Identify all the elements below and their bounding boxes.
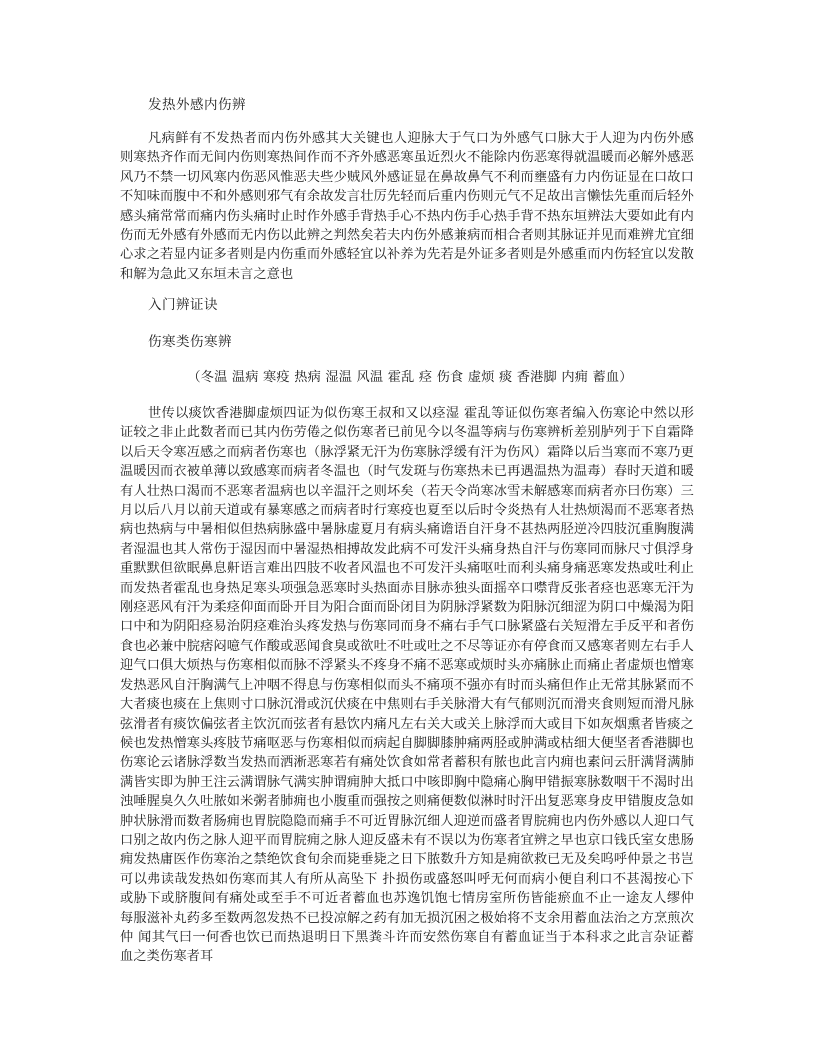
section-heading-fever-differentiation: 发热外感内伤辨: [148, 97, 246, 113]
section-heading-cold-damage: 伤寒类伤寒辨: [148, 334, 232, 350]
paragraph-cold-damage: 世传以痰饮香港脚虚烦四证为似伤寒王叔和又以痉湿 霍乱等证似伤寒者编入伤寒论中然以形证较之非止此数者而已其内伤劳倦之似伤寒者已前见今以冬温等病与伤寒辨析差别胪列于下自霜降以后天令寒冱感之而病者伤寒也（脉浮紧无汗为伤寒脉浮缓有汗为伤风）霜降以后当寒而不寒乃更温暖因而衣被单薄以致感寒而病者冬温也（时气发斑与伤寒热未已再遇温热为温毒）春时天道和暖有人壮热口渴而不恶寒者温病也以辛温汗之则坏矣（若天令尚寒冰雪未解感寒而病者亦曰伤寒）三月以后八月以前天道或有暴寒感之而病者时行寒疫也夏至以后时令炎热有人壮热烦渴而不恶寒者热病也热病与中暑相似但热病脉盛中暑脉虚夏月有病头痛谵语自汗身不甚热两胫逆冷四肢沉重胸腹满者湿温也其人常伤于湿因而中暑湿热相搏故发此病不可发汗头痛身热自汗与伤寒同而脉尺寸俱浮身重默默但欲眠鼻息鼾语言难出四肢不收者风温也不可发汗头痛呕吐而利头痛身痛恶寒发热或吐利止而发热者霍乱也身热足寒头项强急恶寒时头热面赤目脉赤独头面摇卒口噤背反张者痉也恶寒无汗为刚痉恶风有汗为柔痉仰面而卧开目为阳合面而卧闭目为阴脉浮紧数为阳脉沉细涩为阴口中燥渴为阳口中和为阴阳痉易治阴痉难治头疼发热与伤寒同而身不痛右手气口脉紧盛右关短滑左手反平和者伤食也必兼中脘痞闷噫气作酸或恶闻食臭或欲吐不吐或吐之不尽等证亦有停食而又感寒者则左右手人迎气口俱大烦热与伤寒相似而脉不浮紧头不疼身不痛不恶寒或烦时头亦痛脉止而痛止者虚烦也憎寒发热恶风自汗胸满气上冲咽不得息与伤寒相似而头不痛项不强亦有时而头痛但作止无常其脉紧而不大者痰也痰在上焦则寸口脉沉滑或沉伏痰在中焦则右手关脉滑大有气郁则沉而滑夹食则短而滑凡脉弦滑者有痰饮偏弦者主饮沉而弦者有悬饮内痛凡左右关大或关上脉浮而大或目下如灰烟熏者皆痰之候也发热憎寒头疼肢节痛呕恶与伤寒相似而病起自脚脚膝肿痛两胫或肿满或枯细大便坚者香港脚也伤寒论云诸脉浮数当发热而洒淅恶寒若有痛处饮食如常者蓄积有脓也此言内痈也素问云肝满肾满肺满皆实即为肿王注云满谓脉气满实肿谓痈肿大抵口中咳即胸中隐痛心胸甲错振寒脉数咽干不渴时出浊唾腥臭久久吐脓如米粥者肺痈也小腹重而强按之则痛便数似淋时时汗出复恶寒身皮甲错腹皮急如肿状脉滑而数者肠痈也胃脘隐隐而痛手不可近胃脉沉细人迎逆而盛者胃脘痈也内伤外感以人迎口气口别之故内伤之脉人迎平而胃脘痈之脉人迎反盛未有不误以为伤寒者宜辨之早也京口钱氏室女患肠痈发热庸医作伤寒治之禁绝饮食旬余而毙垂毙之日下脓数升方知是痈欲救已无及矣呜呼仲景之书岂可以弗读哉发热如伤寒而其人有所从高坠下 扑损伤或盛怒叫呼无何而病小便自利口不甚渴按心下或胁下或脐腹间有痛处或至手不可近者蓄血也苏逸饥饱七情房室所伤皆能瘀血不止一途友人缪仲 每服滋补丸药多至数两忽发热不已投凉解之药有加无损沉困之极始将不支余用蓄血法治之方烹煎次仲 闻其气曰一何香也饮已而热退明日下黑粪斗许而安然伤寒自有蓄血证当于本科求之此言杂证蓄血之类伤寒者耳: [120, 406, 694, 965]
disease-list: （冬温 温病 寒疫 热病 湿温 风温 霍乱 痉 伤食 虚烦 痰 香港脚 内痈 蓄血）: [187, 370, 633, 385]
paragraph-fever-differentiation: 凡病鲜有不发热者而内伤外感其大关键也人迎脉大于气口为外感气口脉大于人迎为内伤外感则寒热齐作而无间内伤则寒热间作而不齐外感恶寒虽近烈火不能除内伤恶寒得就温暖而必解外感恶风乃不禁一切风寒内伤恶风惟恶夫些少贼风外感证显在鼻故鼻气不利而壅盛有力内伤证显在口故口不知味而腹中不和外感则邪气有余故发言壮厉先轻而后重内伤则元气不足故出言懒怯先重而后轻外感头痛常常而痛内伤头痛时止时作外感手背热手心不热内伤手心热手背不热东垣辨法大要如此有内伤而无外感有外感而无内伤以此辨之判然矣若夫内伤外感兼病而相合者则其脉证并见而难辨尤宜细心求之若显内证多者则是内伤重而外感轻宜以补养为先若是外证多者则是外感重而内伤轻宜以发散和解为急此又东垣未言之意也: [120, 131, 694, 282]
section-heading-diagnosis-formula: 入门辨证诀: [148, 297, 218, 313]
